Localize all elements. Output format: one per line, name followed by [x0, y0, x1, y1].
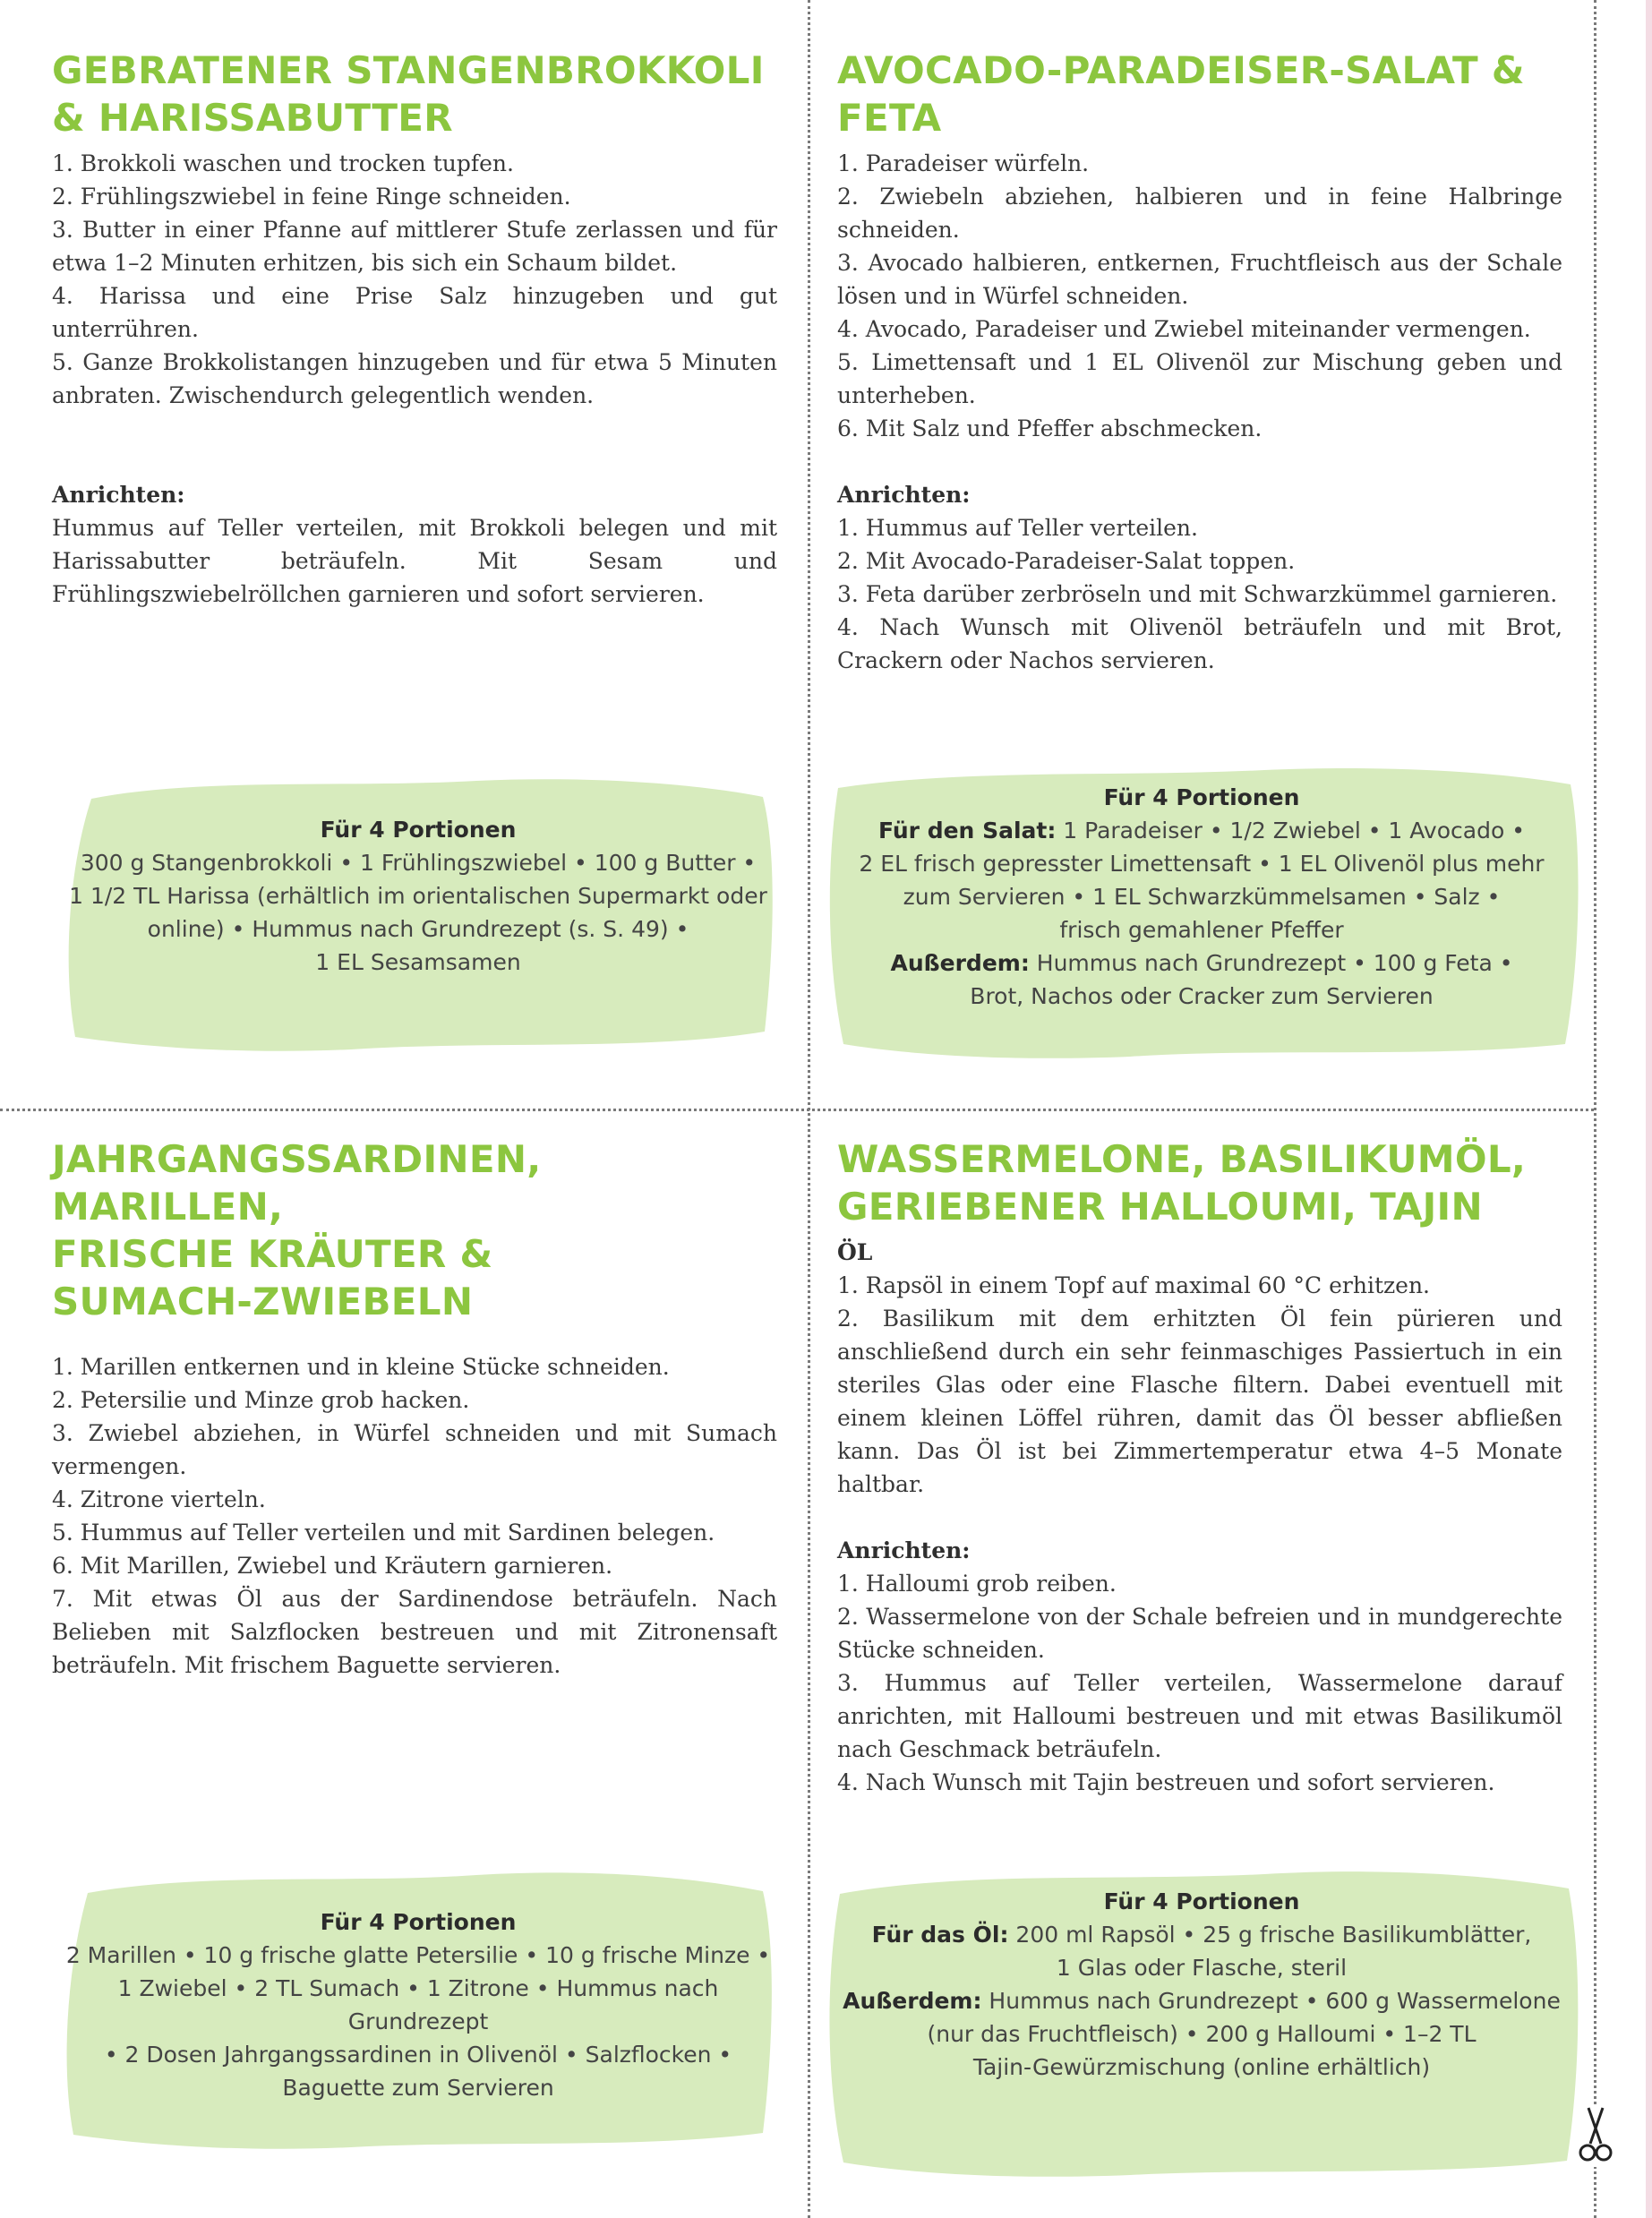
step: 2. Petersilie und Minze grob hacken. [52, 1387, 470, 1413]
step: 1. Marillen entkernen und in kleine Stücke schneiden. [52, 1354, 670, 1380]
page-edge [1646, 0, 1652, 2218]
ingredient-line: 1 Glas oder Flasche, steril [1056, 1955, 1348, 1981]
portions-content [56, 1905, 781, 2104]
ingredient-label: Außerdem: [843, 1988, 982, 2014]
ingredient-line: Tajin-Gewürzmischung (online erhältlich) [972, 2054, 1431, 2080]
ingredient-line: Baguette zum Servieren [282, 2075, 554, 2101]
ingredient-line: 300 g Stangenbrokkoli • 1 Frühlingszwiebel • 100 g Butter • [80, 850, 757, 876]
portions-content [817, 781, 1587, 1013]
serving-step: 3. Hummus auf Teller verteilen, Wassermelone darauf anrichten, mit Halloumi bestreuen und mit etwas Basilikumöl nach Geschmack beträufeln. [837, 1670, 1562, 1762]
step: 2. Frühlingszwiebel in feine Ringe schneiden. [52, 184, 571, 210]
portions-title: Für 4 Portionen [320, 817, 517, 843]
recipe-card-avocado [837, 47, 1562, 677]
portions-content [817, 1885, 1587, 2084]
step-list [52, 147, 777, 412]
ingredient-line: 2 EL frisch gepresster Limettensaft • 1 EL Olivenöl plus mehr [859, 851, 1545, 877]
serving-text: Hummus auf Teller verteilen, mit Brokkoli belegen und mit Harissabutter beträufeln. Mit Sesam und Frühlingszwiebelröllchen garnieren und sofort servieren. [52, 515, 777, 607]
portions-title: Für 4 Portionen [1103, 1888, 1300, 1914]
ingredient-line: frisch gemahlener Pfeffer [1059, 917, 1344, 943]
serving-step: 2. Mit Avocado-Paradeiser-Salat toppen. [837, 548, 1296, 574]
ingredient-line: online) • Hummus nach Grundrezept (s. S. 49) • [147, 916, 689, 942]
step: 1. Rapsöl in einem Topf auf maximal 60 °C erhitzen. [837, 1272, 1430, 1298]
ingredient-line: 2 Marillen • 10 g frische glatte Petersilie • 10 g frische Minze • [65, 1942, 771, 1968]
portions-title: Für 4 Portionen [320, 1909, 517, 1935]
ingredient-text: 200 ml Rapsöl • 25 g frische Basilikumblätter, [1008, 1922, 1532, 1948]
ingredient-line [817, 946, 1587, 980]
step-list [52, 1350, 777, 1682]
title-line: AVOCADO-PARADEISER-SALAT & [837, 48, 1525, 92]
step: 5. Ganze Brokkolistangen hinzugeben und für etwa 5 Minuten anbraten. Zwischendurch gelegentlich wenden. [52, 349, 777, 408]
step: 4. Avocado, Paradeiser und Zwiebel miteinander vermengen. [837, 316, 1531, 342]
title-line: GERIEBENER HALLOUMI, TAJIN [837, 1185, 1483, 1229]
serving-step: 3. Feta darüber zerbröseln und mit Schwarzkümmel garnieren. [837, 581, 1558, 607]
ingredient-line [817, 1984, 1587, 2017]
portions-box-sardines [56, 1863, 781, 2158]
portions-box-broccoli [56, 772, 781, 1058]
ingredient-line: • 2 Dosen Jahrgangssardinen in Olivenöl • Salzflocken • [104, 2042, 732, 2068]
recipe-title [837, 1135, 1562, 1230]
ingredient-text: 1 Paradeiser • 1/2 Zwiebel • 1 Avocado • [1056, 818, 1525, 844]
recipe-card-sardines [52, 1135, 777, 1682]
step: 2. Basilikum mit dem erhitzten Öl fein pürieren und anschließend durch ein sehr feinmaschiges Passiertuch in ein steriles Glas oder eine Flasche filtern. Dabei eventuell mit einem kleinen Löffel rühren, damit das Öl besser abfließen kann. Das Öl ist bei Zimmertemperatur etwa 4–5 Monate haltbar. [837, 1306, 1562, 1497]
ingredient-label: Für das Öl: [871, 1922, 1009, 1948]
step: 3. Avocado halbieren, entkernen, Fruchtfleisch aus der Schale lösen und in Würfel schneiden. [837, 250, 1562, 309]
ingredient-line: Brot, Nachos oder Cracker zum Servieren [970, 983, 1434, 1009]
recipe-title [52, 1135, 777, 1325]
recipe-title [837, 47, 1562, 141]
ingredient-text: Hummus nach Grundrezept • 100 g Feta • [1029, 950, 1513, 976]
ingredient-line: (nur das Fruchtfleisch) • 200 g Halloumi • 1–2 TL [927, 2021, 1477, 2047]
portions-title: Für 4 Portionen [1103, 784, 1300, 810]
title-line: JAHRGANGSSARDINEN, MARILLEN, [52, 1137, 542, 1229]
title-line: GEBRATENER STANGENBROKKOLI [52, 48, 765, 92]
serving-heading: Anrichten: [837, 482, 971, 508]
portions-box-melon [817, 1858, 1587, 2185]
serving-step: 4. Nach Wunsch mit Olivenöl beträufeln und mit Brot, Crackern oder Nachos servieren. [837, 614, 1562, 673]
serving-step: 1. Halloumi grob reiben. [837, 1571, 1117, 1597]
title-line: FRISCHE KRÄUTER & [52, 1232, 493, 1276]
serving-step: 1. Hummus auf Teller verteilen. [837, 515, 1198, 541]
step: 5. Limettensaft und 1 EL Olivenöl zur Mischung geben und unterheben. [837, 349, 1562, 408]
recipe-title [52, 47, 777, 141]
ingredient-line: 1 Zwiebel • 2 TL Sumach • 1 Zitrone • Hummus nach Grundrezept [117, 1975, 719, 2034]
serving-step: 2. Wassermelone von der Schale befreien und in mundgerechte Stücke schneiden. [837, 1604, 1562, 1663]
step: 6. Mit Salz und Pfeffer abschmecken. [837, 415, 1263, 441]
step: 3. Zwiebel abziehen, in Würfel schneiden und mit Sumach vermengen. [52, 1420, 777, 1479]
serving-list [837, 511, 1562, 677]
step: 2. Zwiebeln abziehen, halbieren und in feine Halbringe schneiden. [837, 184, 1562, 243]
ingredient-line [817, 1918, 1587, 1951]
oil-step-list [837, 1269, 1562, 1501]
ingredient-line [817, 814, 1587, 847]
step-list [837, 147, 1562, 445]
step: 6. Mit Marillen, Zwiebel und Kräutern garnieren. [52, 1553, 613, 1579]
ingredient-label: Für den Salat: [878, 818, 1057, 844]
step: 3. Butter in einer Pfanne auf mittlerer Stufe zerlassen und für etwa 1–2 Minuten erhitzen, bis sich ein Schaum bildet. [52, 217, 777, 276]
title-line: WASSERMELONE, BASILIKUMÖL, [837, 1137, 1527, 1181]
title-line: FETA [837, 96, 942, 140]
step: 5. Hummus auf Teller verteilen und mit Sardinen belegen. [52, 1520, 715, 1546]
portions-content [56, 813, 781, 979]
recipe-card-broccoli [52, 47, 777, 611]
ingredient-text: Hummus nach Grundrezept • 600 g Wassermelone [981, 1988, 1561, 2014]
serving-step: 4. Nach Wunsch mit Tajin bestreuen und sofort servieren. [837, 1769, 1495, 1795]
ingredient-line: 1 1/2 TL Harissa (erhältlich im orientalischen Supermarkt oder [69, 883, 767, 909]
ingredient-line: 1 EL Sesamsamen [315, 949, 521, 975]
scissors-icon [1578, 2104, 1613, 2167]
recipe-card-melon [837, 1135, 1562, 1799]
horizontal-cut-line [0, 1109, 1594, 1111]
step: 1. Brokkoli waschen und trocken tupfen. [52, 150, 514, 176]
serving-heading: Anrichten: [837, 1537, 971, 1563]
step: 1. Paradeiser würfeln. [837, 150, 1090, 176]
step: 4. Harissa und eine Prise Salz hinzugeben und gut unterrühren. [52, 283, 777, 342]
oil-heading: ÖL [837, 1239, 873, 1265]
step: 7. Mit etwas Öl aus der Sardinendose beträufeln. Nach Belieben mit Salzflocken bestreuen und mit Zitronensaft beträufeln. Mit frischem Baguette servieren. [52, 1586, 777, 1678]
ingredient-line: zum Servieren • 1 EL Schwarzkümmelsamen • Salz • [903, 884, 1501, 910]
title-line: & HARISSABUTTER [52, 96, 453, 140]
serving-heading: Anrichten: [52, 482, 185, 508]
title-line: SUMACH-ZWIEBELN [52, 1280, 474, 1323]
right-cut-line [1594, 0, 1596, 2218]
step: 4. Zitrone vierteln. [52, 1486, 266, 1512]
portions-box-avocado [817, 752, 1587, 1066]
ingredient-label: Außerdem: [890, 950, 1030, 976]
serving-list [837, 1567, 1562, 1799]
